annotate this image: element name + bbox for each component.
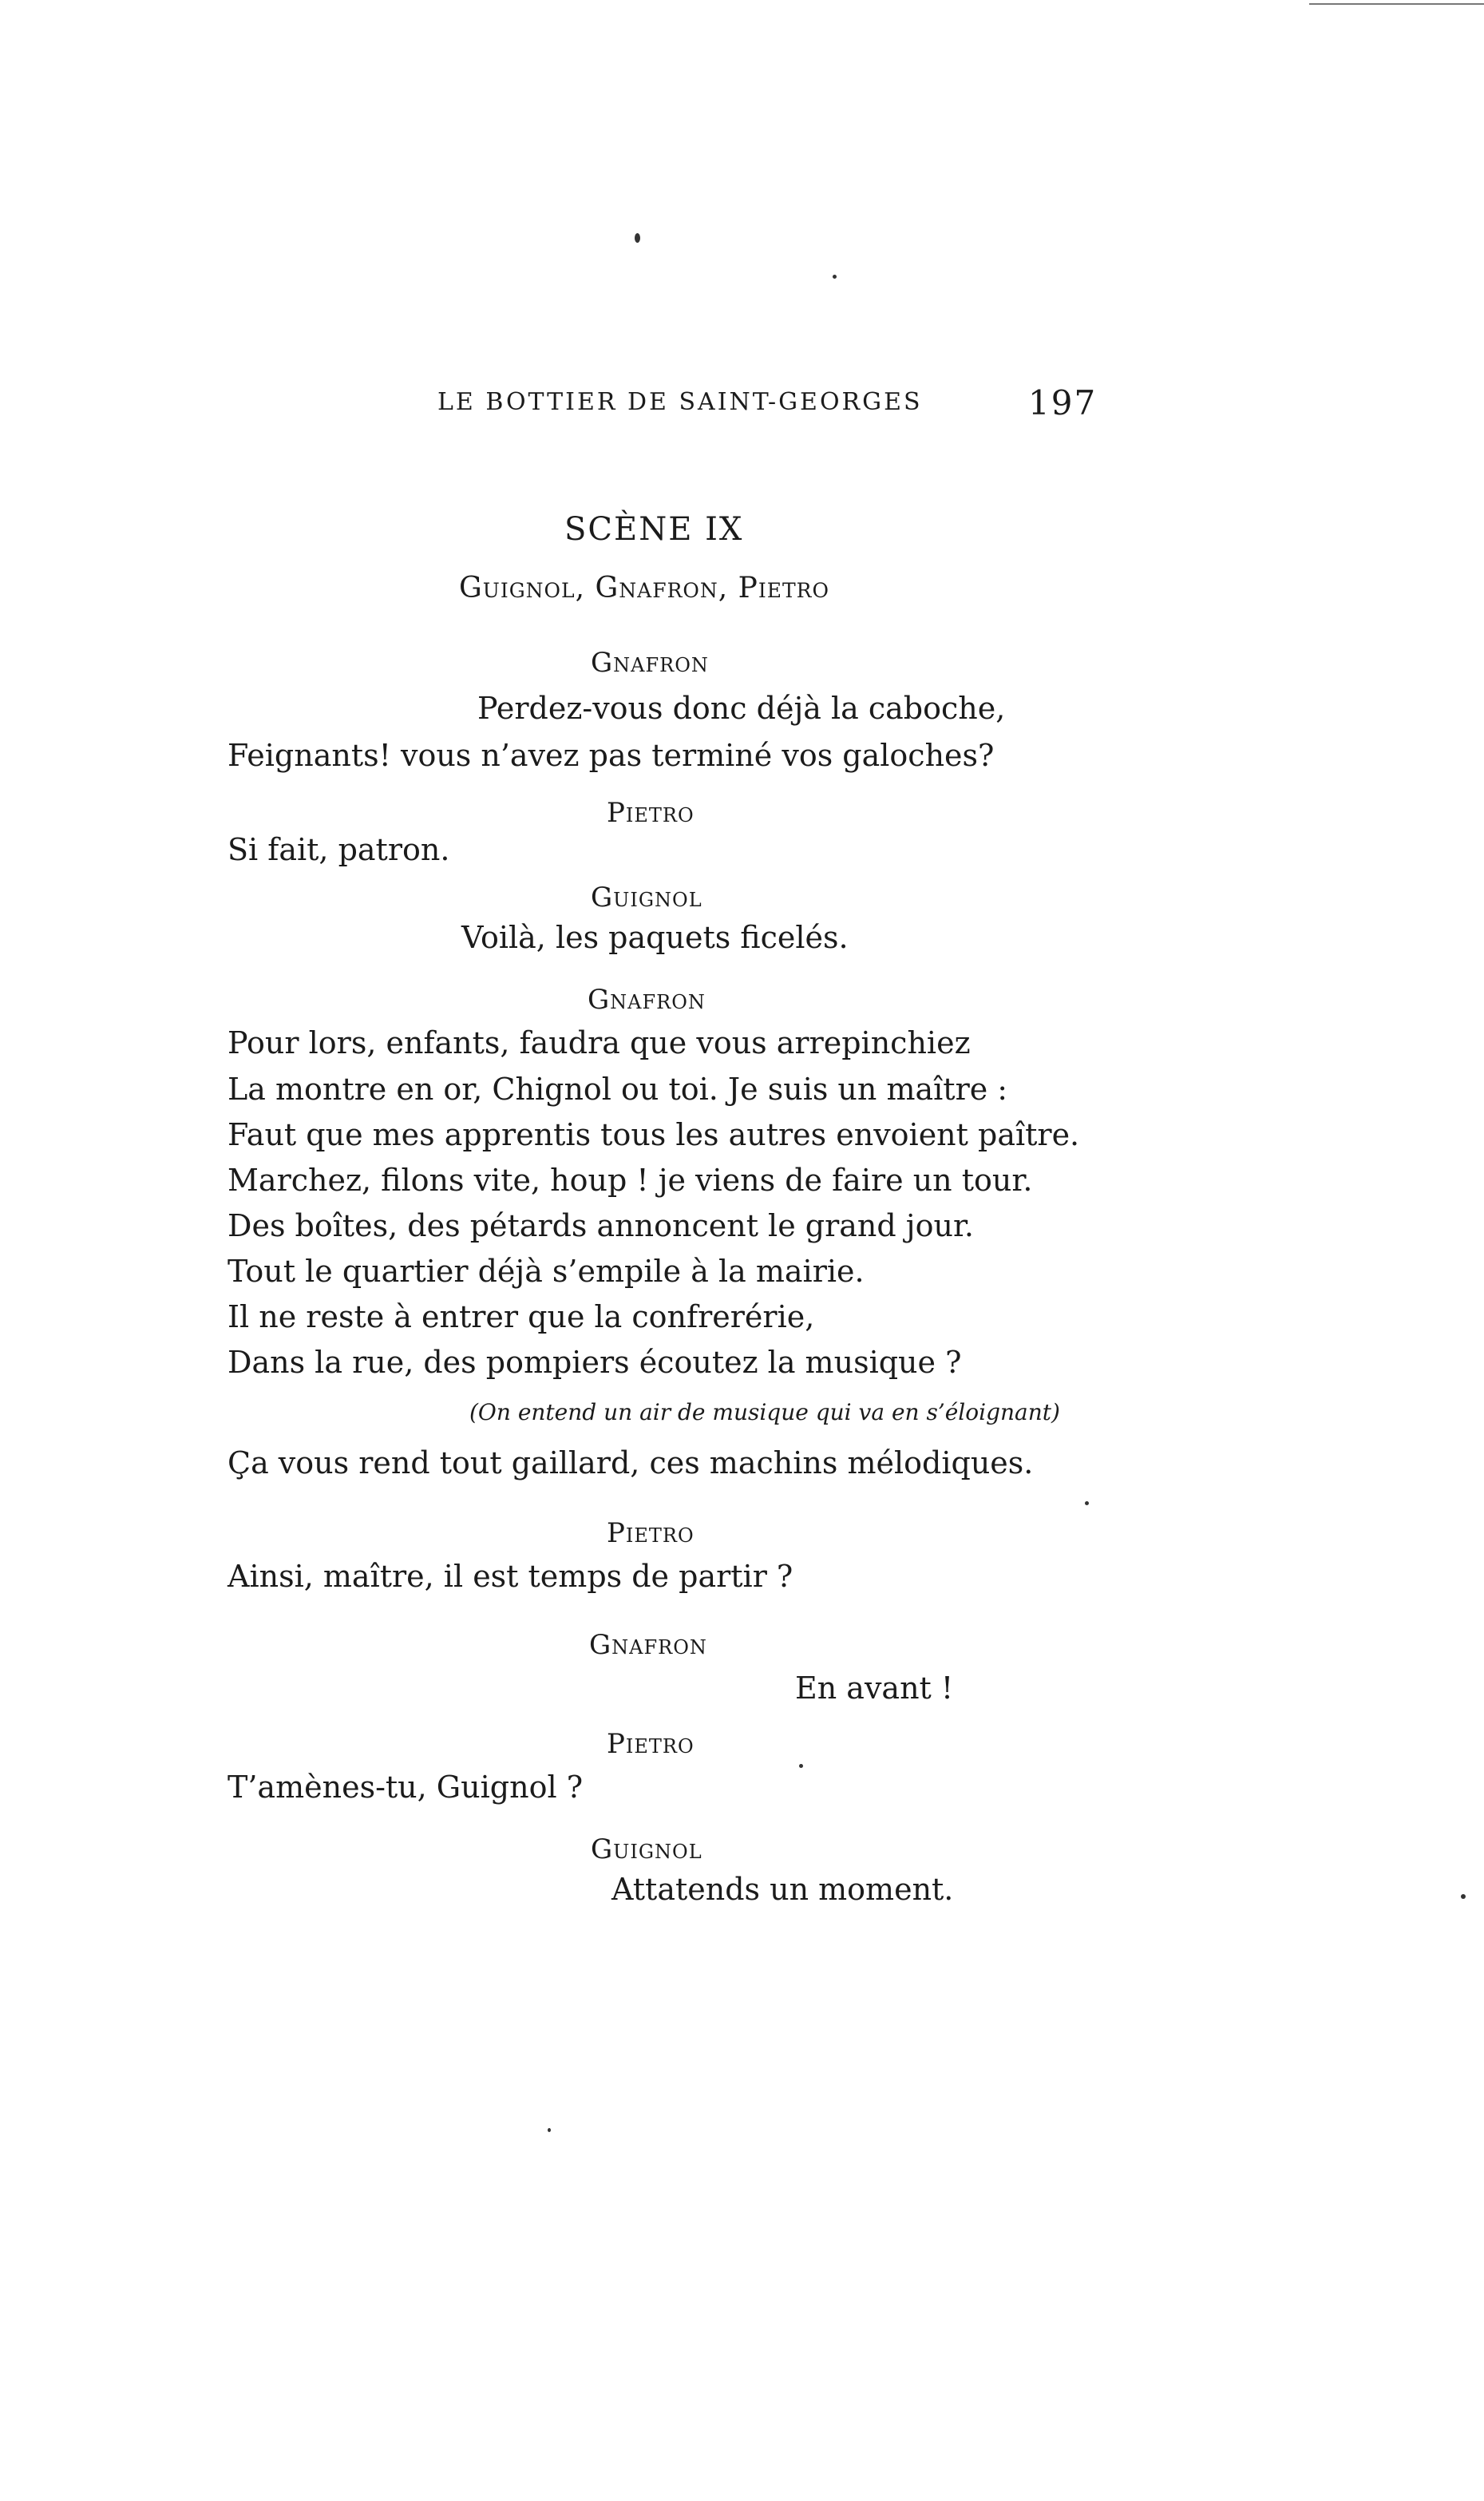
speaker-name: Gnafron — [589, 1629, 707, 1661]
speaker-name: Pietro — [607, 797, 695, 829]
scene-title: SCÈNE IX — [564, 511, 744, 548]
speck-dot — [548, 2128, 551, 2132]
scene-cast: Guignol, Gnafron, Pietro — [459, 572, 829, 604]
verse-line: Ainsi, maître, il est temps de partir ? — [228, 1559, 793, 1594]
running-title: LE BOTTIER DE SAINT-GEORGES — [437, 388, 923, 416]
speaker-name: Guignol — [591, 882, 702, 914]
verse-line: Feignants! vous n’avez pas terminé vos galoches? — [228, 738, 995, 773]
verse-line: Pour lors, enfants, faudra que vous arrepinchiez — [228, 1025, 971, 1060]
verse-line: Faut que mes apprentis tous les autres envoient paître. — [228, 1117, 1080, 1152]
verse-line: Marchez, filons vite, houp ! je viens de faire un tour. — [228, 1163, 1033, 1198]
speck-dot — [799, 1764, 803, 1768]
verse-line: Attatends un moment. — [611, 1872, 954, 1907]
verse-line: Dans la rue, des pompiers écoutez la musique ? — [228, 1345, 962, 1380]
speaker-name: Guignol — [591, 1833, 702, 1865]
verse-line: T’amènes-tu, Guignol ? — [228, 1770, 584, 1805]
speck-dot — [833, 275, 837, 279]
verse-line: Voilà, les paquets ficelés. — [461, 920, 849, 955]
page-number: 197 — [1028, 383, 1098, 422]
verse-line: Perdez-vous donc déjà la caboche, — [477, 691, 1006, 726]
verse-line: La montre en or, Chignol ou toi. Je suis un maître : — [228, 1072, 1008, 1107]
stage-direction: (On entend un air de musique qui va en s’éloignant) — [469, 1399, 1060, 1425]
speaker-name: Gnafron — [591, 647, 709, 679]
speck-dot — [635, 233, 640, 243]
speaker-name: Gnafron — [588, 984, 706, 1016]
verse-line: Tout le quartier déjà s’empile à la mairie. — [228, 1254, 865, 1289]
speaker-name: Pietro — [607, 1728, 695, 1760]
verse-line: Si fait, patron. — [228, 832, 450, 867]
speck-dot — [1461, 1894, 1466, 1899]
verse-line: Il ne reste à entrer que la confrerérie, — [228, 1299, 815, 1334]
speaker-name: Pietro — [607, 1517, 695, 1549]
verse-line: Ça vous rend tout gaillard, ces machins mélodiques. — [228, 1445, 1034, 1480]
speck-dot — [1085, 1501, 1089, 1505]
verse-line: Des boîtes, des pétards annoncent le grand jour. — [228, 1208, 975, 1243]
top-edge-rule — [1309, 3, 1484, 5]
verse-line: En avant ! — [795, 1671, 954, 1706]
